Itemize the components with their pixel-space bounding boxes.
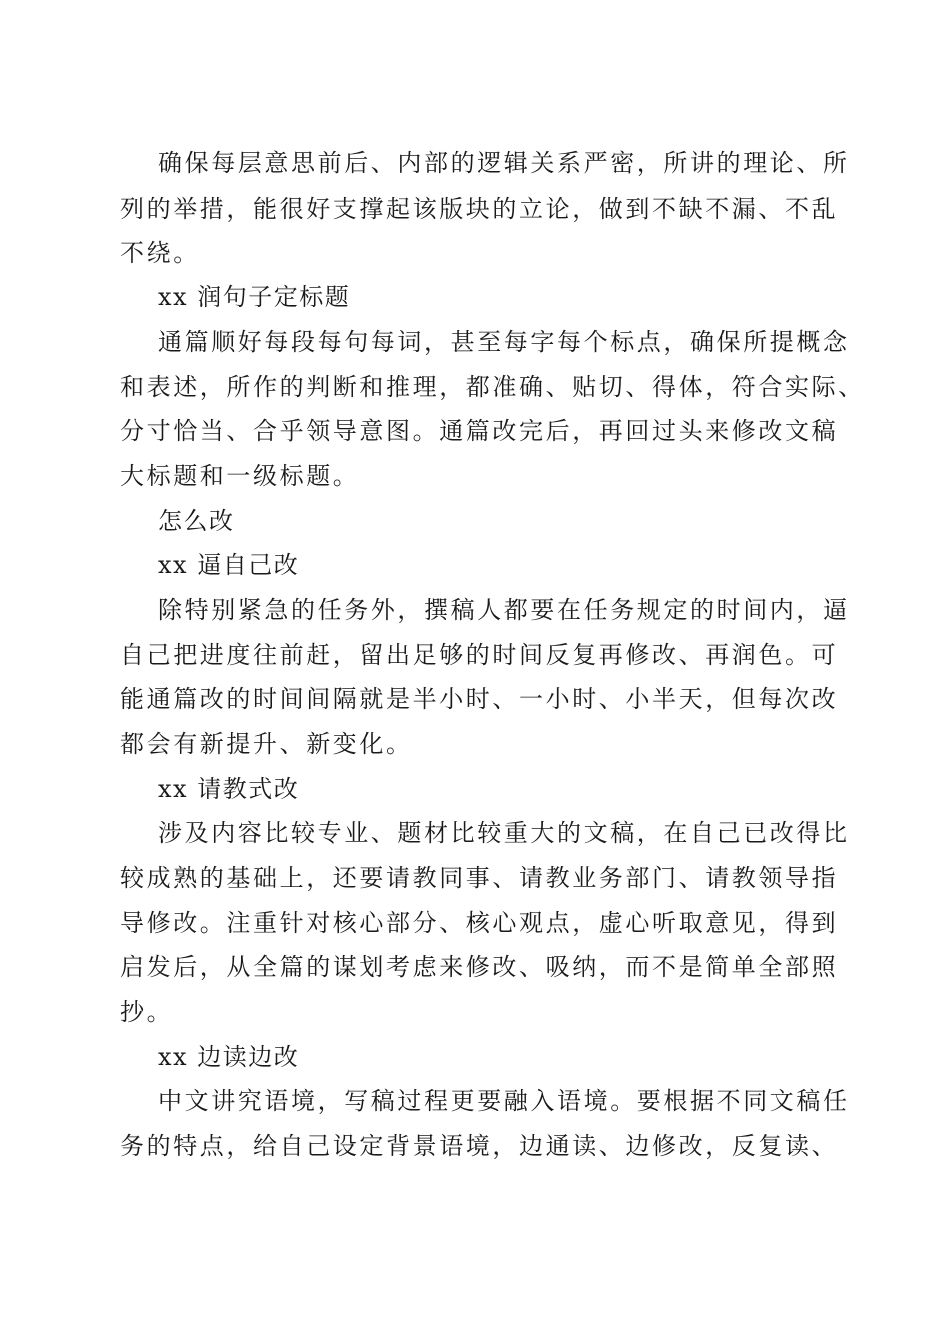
- paragraph-line: 不绕。: [120, 239, 200, 267]
- paragraph-line: 能通篇改的时间间隔就是半小时、一小时、小半天，但每次改: [120, 685, 839, 713]
- paragraph-line: 自己把进度往前赶，留出足够的时间反复再修改、再润色。可: [120, 641, 839, 669]
- paragraph-line: 和表述，所作的判断和推理，都准确、贴切、得体，符合实际、: [120, 373, 865, 401]
- paragraph-line: 务的特点，给自己设定背景语境，边通读、边修改，反复读、: [120, 1132, 839, 1160]
- section-heading: 怎么改: [158, 507, 235, 535]
- section-heading: xx 逼自己改: [158, 551, 300, 579]
- paragraph-line: 导修改。注重针对核心部分、核心观点，虚心听取意见，得到: [120, 909, 839, 937]
- paragraph-line: 涉及内容比较专业、题材比较重大的文稿，在自己已改得比: [158, 819, 850, 847]
- paragraph-line: 确保每层意思前后、内部的逻辑关系严密，所讲的理论、所: [158, 149, 850, 177]
- paragraph-line: 中文讲究语境，写稿过程更要融入语境。要根据不同文稿任: [158, 1087, 850, 1115]
- paragraph-line: 分寸恰当、合乎领导意图。通篇改完后，再回过头来修改文稿: [120, 417, 839, 445]
- section-heading: xx 润句子定标题: [158, 283, 351, 311]
- section-heading: xx 请教式改: [158, 775, 300, 803]
- paragraph-line: 除特别紧急的任务外，撰稿人都要在任务规定的时间内，逼: [158, 596, 850, 624]
- paragraph-line: 列的举措，能很好支撑起该版块的立论，做到不缺不漏、不乱: [120, 195, 839, 223]
- section-heading: xx 边读边改: [158, 1043, 300, 1071]
- paragraph-line: 抄。: [120, 998, 174, 1026]
- paragraph-line: 启发后，从全篇的谋划考虑来修改、吸纳，而不是简单全部照: [120, 953, 839, 981]
- paragraph-line: 大标题和一级标题。: [120, 462, 360, 490]
- paragraph-line: 较成熟的基础上，还要请教同事、请教业务部门、请教领导指: [120, 864, 839, 892]
- paragraph-line: 通篇顺好每段每句每词，甚至每字每个标点，确保所提概念: [158, 328, 850, 356]
- paragraph-line: 都会有新提升、新变化。: [120, 730, 413, 758]
